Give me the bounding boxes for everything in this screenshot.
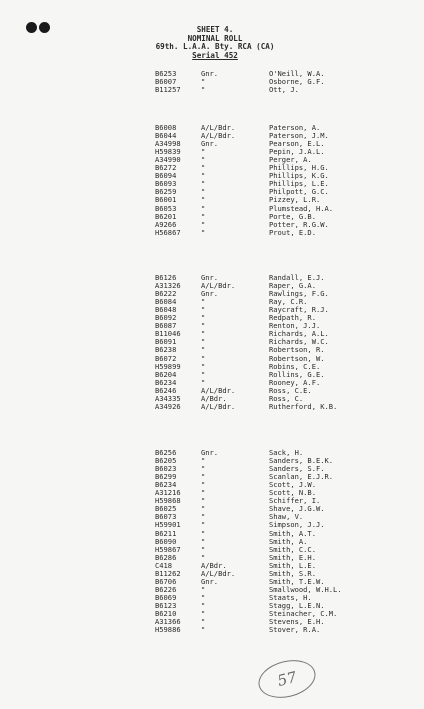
soldier-name: Renton, J.J.: [269, 321, 321, 331]
service-number: B6205: [155, 456, 177, 466]
serial-number: Serial 452: [192, 50, 238, 60]
rank: A/Bdr.: [201, 560, 227, 570]
roll-entry: [0, 481, 424, 489]
roll-entry: [0, 626, 424, 634]
service-number: B6246: [155, 385, 177, 395]
roll-entry: [0, 346, 424, 354]
service-number: B11257: [155, 85, 181, 95]
soldier-name: Stevens, E.H.: [269, 617, 325, 627]
rank: ": [201, 227, 206, 237]
rank: ": [201, 77, 206, 87]
service-number: B6272: [155, 163, 177, 173]
service-number: C418: [155, 560, 173, 570]
rank: ": [201, 520, 206, 530]
service-number: H59839: [155, 147, 181, 157]
service-number: B6092: [155, 313, 177, 323]
soldier-name: Smith, A.T.: [269, 528, 316, 538]
rank: ": [201, 187, 206, 197]
rank: A/L/Bdr.: [201, 281, 236, 291]
rank: Gnr.: [201, 289, 219, 299]
rank: Gnr.: [201, 576, 219, 586]
soldier-name: Sanders, S.F.: [269, 464, 325, 474]
roll-entry: [0, 465, 424, 473]
rank: A/Bdr.: [201, 393, 227, 403]
soldier-name: Steinacher, C.M.: [269, 609, 338, 618]
soldier-name: Scanlan, E.J.R.: [269, 472, 334, 482]
soldier-name: Redpath, R.: [269, 313, 316, 323]
soldier-name: Smallwood, W.H.L.: [269, 584, 342, 594]
soldier-name: Smith, L.E.: [269, 560, 316, 570]
roll-entry: [0, 148, 424, 156]
soldier-name: Phillips, H.G.: [269, 163, 329, 173]
soldier-name: Pearson, E.L.: [269, 139, 325, 149]
soldier-name: Ott, J.: [269, 85, 299, 95]
rank: ": [201, 345, 206, 355]
service-number: B6053: [155, 203, 177, 213]
punch-hole-icon: [26, 22, 37, 33]
soldier-name: Ross, C.: [269, 393, 304, 403]
soldier-name: Raper, G.A.: [269, 281, 316, 291]
rank: ": [201, 369, 206, 379]
soldier-name: Sanders, B.E.K.: [269, 456, 334, 466]
service-number: A9266: [155, 219, 177, 229]
soldier-name: Simpson, J.J.: [269, 520, 325, 530]
rank: Gnr.: [201, 139, 219, 149]
service-number: B11046: [155, 329, 181, 339]
roll-entry: [0, 505, 424, 513]
service-number: A34998: [155, 139, 181, 149]
soldier-name: Plumstead, H.A.: [269, 203, 334, 213]
roll-entry: [0, 538, 424, 546]
rank: Gnr.: [201, 69, 219, 78]
soldier-name: Phillips, L.E.: [269, 179, 329, 189]
roll-entry: [0, 330, 424, 338]
service-number: B6073: [155, 512, 177, 522]
rank: ": [201, 353, 206, 363]
rank: ": [201, 584, 206, 594]
soldier-name: Scott, N.B.: [269, 488, 316, 498]
soldier-name: Richards, W.C.: [269, 337, 329, 347]
rank: ": [201, 147, 206, 157]
service-number: B6253: [155, 69, 177, 78]
roll-entry: [0, 521, 424, 529]
roll-entry: [0, 618, 424, 626]
rank: ": [201, 480, 206, 490]
soldier-name: Philpott, G.C.: [269, 187, 329, 197]
service-number: B6007: [155, 77, 177, 87]
soldier-name: Robertson, R.: [269, 345, 325, 355]
rank: A/L/Bdr.: [201, 123, 236, 132]
rank: ": [201, 528, 206, 538]
service-number: B6094: [155, 171, 177, 181]
rank: ": [201, 609, 206, 618]
service-number: B6259: [155, 187, 177, 197]
rank: ": [201, 617, 206, 627]
service-number: B6091: [155, 337, 177, 347]
roll-entry: [0, 457, 424, 465]
soldier-name: Rawlings, F.G.: [269, 289, 329, 299]
soldier-name: Smith, E.H.: [269, 552, 316, 562]
soldier-name: Smith, T.E.W.: [269, 576, 325, 586]
rank: ": [201, 488, 206, 498]
roll-entry: [0, 578, 424, 586]
roll-entry: [0, 497, 424, 505]
rank: ": [201, 337, 206, 347]
soldier-name: Raycraft, R.J.: [269, 305, 329, 315]
soldier-name: Potter, R.G.W.: [269, 219, 329, 229]
document-header: [150, 26, 280, 60]
rank: ": [201, 536, 206, 546]
service-number: H56867: [155, 227, 181, 237]
service-number: A31326: [155, 281, 181, 291]
rank: ": [201, 211, 206, 221]
rank: Gnr.: [201, 273, 219, 282]
soldier-name: Prout, E.D.: [269, 227, 316, 237]
soldier-name: Paterson, A.: [269, 123, 321, 132]
roll-entry: [0, 546, 424, 554]
rank: ": [201, 496, 206, 506]
rank: ": [201, 512, 206, 522]
rank: A/L/Bdr.: [201, 131, 236, 141]
soldier-name: Shaw, V.: [269, 512, 304, 522]
roll-title: NOMINAL ROLL: [187, 33, 243, 43]
roll-entry: [0, 180, 424, 188]
soldier-name: Osborne, G.F.: [269, 77, 325, 87]
rank: ": [201, 592, 206, 602]
service-number: B6048: [155, 305, 177, 315]
rank: ": [201, 203, 206, 213]
roll-entry: [0, 314, 424, 322]
service-number: B6069: [155, 592, 177, 602]
roll-entry: [0, 188, 424, 196]
rank: ": [201, 179, 206, 189]
rank: ": [201, 504, 206, 514]
roll-entry: [0, 290, 424, 298]
service-number: B6286: [155, 552, 177, 562]
rank: ": [201, 552, 206, 562]
service-number: B6084: [155, 297, 177, 307]
rank: ": [201, 219, 206, 229]
rank: ": [201, 377, 206, 387]
soldier-name: Schiffer, I.: [269, 496, 321, 506]
service-number: B6234: [155, 377, 177, 387]
roll-entry: [0, 602, 424, 610]
service-number: B6126: [155, 273, 177, 282]
roll-entry: [0, 355, 424, 363]
rank: ": [201, 625, 206, 635]
soldier-name: Scott, J.W.: [269, 480, 316, 490]
soldier-name: Staats, H.: [269, 592, 312, 602]
soldier-name: Rooney, A.F.: [269, 377, 321, 387]
soldier-name: Shave, J.G.W.: [269, 504, 325, 514]
service-number: B6044: [155, 131, 177, 141]
service-number: B6025: [155, 504, 177, 514]
service-number: B11262: [155, 568, 181, 578]
service-number: A34335: [155, 393, 181, 403]
service-number: B6204: [155, 369, 177, 379]
roll-entry: [0, 221, 424, 229]
service-number: H59867: [155, 544, 181, 554]
service-number: B6222: [155, 289, 177, 299]
rank: A/L/Bdr.: [201, 401, 236, 411]
service-number: H59901: [155, 520, 181, 530]
roll-entry: [0, 298, 424, 306]
soldier-name: Smith, C.C.: [269, 544, 316, 554]
roll-entry: [0, 594, 424, 602]
soldier-name: O'Neill, W.A.: [269, 69, 325, 78]
service-number: B6123: [155, 600, 177, 610]
roll-entry: [0, 196, 424, 204]
soldier-name: Pizzey, L.R.: [269, 195, 321, 205]
rank: ": [201, 85, 206, 95]
service-number: B6090: [155, 536, 177, 546]
rank: ": [201, 464, 206, 474]
roll-entry: [0, 172, 424, 180]
rank: ": [201, 472, 206, 482]
soldier-name: Robins, C.E.: [269, 361, 321, 371]
roll-entry: [0, 610, 424, 618]
roll-entry: [0, 164, 424, 172]
service-number: B6226: [155, 584, 177, 594]
soldier-name: Ray, C.R.: [269, 297, 308, 307]
soldier-name: Perger, A.: [269, 155, 312, 165]
roll-entry: [0, 363, 424, 371]
soldier-name: Randall, E.J.: [269, 273, 325, 282]
roll-entry: [0, 306, 424, 314]
service-number: B6706: [155, 576, 177, 586]
service-number: H59868: [155, 496, 181, 506]
soldier-name: Smith, S.R.: [269, 568, 316, 578]
rank: ": [201, 456, 206, 466]
roll-entry: [0, 156, 424, 164]
soldier-name: Paterson, J.M.: [269, 131, 329, 141]
roll-entry: [0, 205, 424, 213]
rank: Gnr.: [201, 448, 219, 457]
roll-entry: [0, 586, 424, 594]
roll-entry: [0, 449, 424, 457]
service-number: B6023: [155, 464, 177, 474]
service-number: B6234: [155, 480, 177, 490]
rank: ": [201, 544, 206, 554]
soldier-name: Richards, A.L.: [269, 329, 329, 339]
soldier-name: Porte, G.B.: [269, 211, 316, 221]
service-number: B6093: [155, 179, 177, 189]
rank: ": [201, 313, 206, 323]
service-number: B6001: [155, 195, 177, 205]
rank: ": [201, 600, 206, 610]
service-number: B6087: [155, 321, 177, 331]
service-number: B6256: [155, 448, 177, 457]
roll-entry: [0, 70, 424, 78]
rank: ": [201, 321, 206, 331]
rank: ": [201, 305, 206, 315]
roll-entry: [0, 78, 424, 86]
rank: ": [201, 297, 206, 307]
rank: ": [201, 361, 206, 371]
soldier-name: Stover, R.A.: [269, 625, 321, 635]
sheet-label: SHEET 4.: [196, 25, 234, 34]
soldier-name: Stagg, L.E.N.: [269, 600, 325, 610]
soldier-name: Phillips, K.G.: [269, 171, 329, 181]
roll-entry: [0, 530, 424, 538]
service-number: A34990: [155, 155, 181, 165]
roll-entry: [0, 473, 424, 481]
roll-entry: [0, 513, 424, 521]
roll-entry: [0, 86, 424, 94]
page-number-stamp: 57: [255, 655, 320, 704]
soldier-name: Pepin, J.A.L.: [269, 147, 325, 157]
roll-entry: [0, 371, 424, 379]
roll-entry: [0, 213, 424, 221]
rank: A/L/Bdr.: [201, 385, 236, 395]
roll-entry: [0, 489, 424, 497]
rank: ": [201, 329, 206, 339]
service-number: H59899: [155, 361, 181, 371]
service-number: B6072: [155, 353, 177, 363]
soldier-name: Rutherford, K.B.: [269, 401, 338, 411]
soldier-name: Robertson, W.: [269, 353, 325, 363]
service-number: B6299: [155, 472, 177, 482]
service-number: B6008: [155, 123, 177, 132]
service-number: B6238: [155, 345, 177, 355]
soldier-name: Sack, H.: [269, 448, 304, 457]
service-number: B6201: [155, 211, 177, 221]
roll-entry: [0, 229, 424, 237]
roll-entry: [0, 403, 424, 411]
service-number: A34926: [155, 401, 181, 411]
rank: ": [201, 171, 206, 181]
soldier-name: Smith, A.: [269, 536, 308, 546]
service-number: B6210: [155, 609, 177, 618]
rank: ": [201, 155, 206, 165]
roll-entry: [0, 322, 424, 330]
roll-entry: [0, 140, 424, 148]
soldier-name: Ross, C.E.: [269, 385, 312, 395]
service-number: A31216: [155, 488, 181, 498]
service-number: B6211: [155, 528, 177, 538]
service-number: H59886: [155, 625, 181, 635]
service-number: A31366: [155, 617, 181, 627]
roll-entry: [0, 338, 424, 346]
unit-name: 69th. L.A.A. Bty. RCA (CA): [155, 42, 275, 52]
rank: ": [201, 195, 206, 205]
punch-hole-icon: [39, 22, 50, 33]
rank: ": [201, 163, 206, 173]
rank: A/L/Bdr.: [201, 568, 236, 578]
soldier-name: Rollins, G.E.: [269, 369, 325, 379]
